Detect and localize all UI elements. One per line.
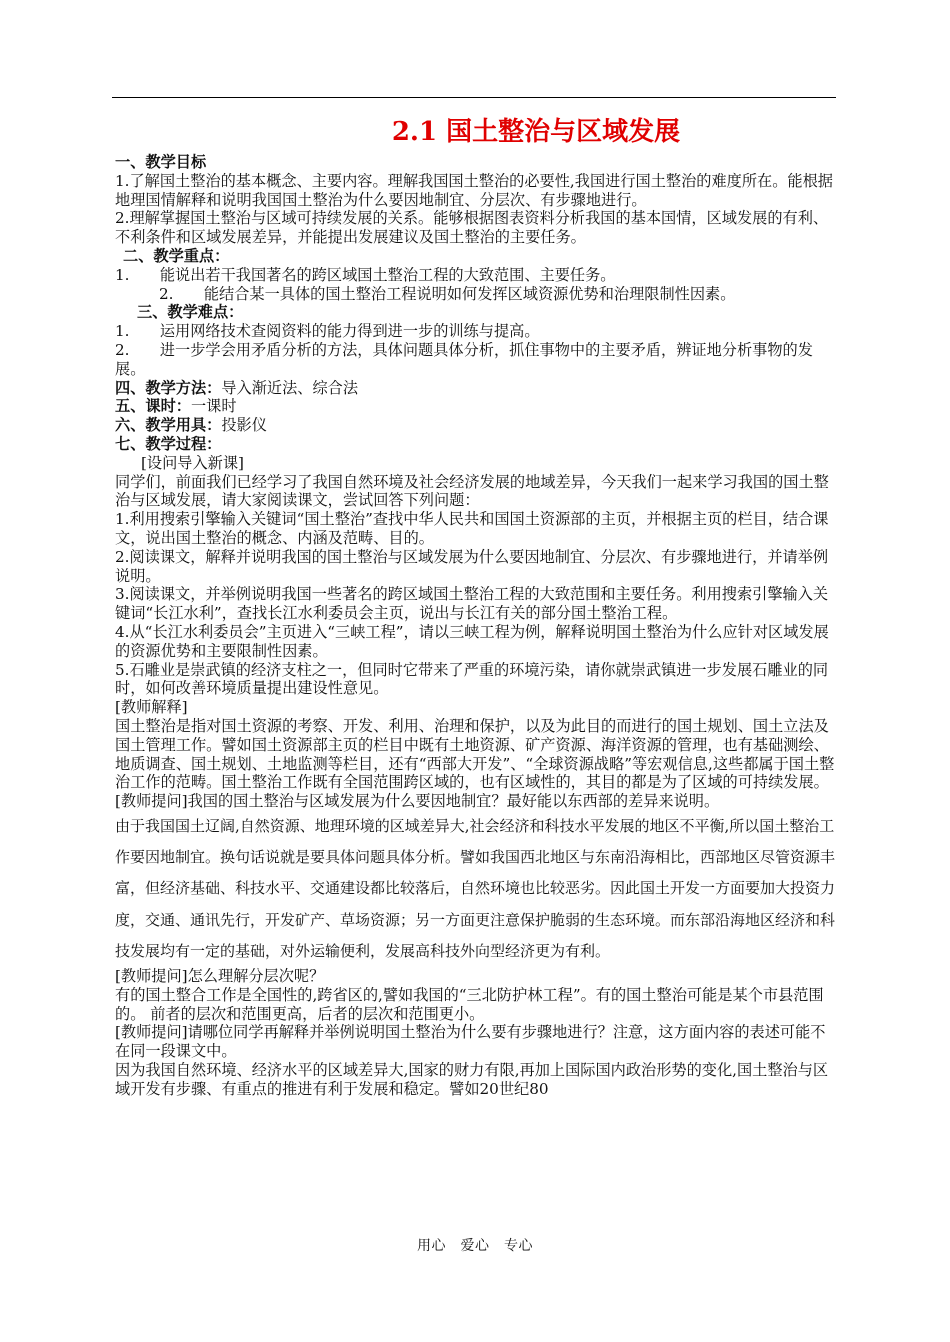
paragraph: [115, 341, 837, 379]
section-label: 五、课时：: [115, 397, 191, 416]
paragraph: [115, 322, 837, 341]
paragraph-text: 投影仪: [221, 416, 267, 435]
paragraph-text: [教师提问]怎么理解分层次呢？: [115, 966, 325, 985]
paragraph-text: 国土整治是指对国土资源的考察、开发、利用、治理和保护，以及为此目的而进行的国土规划、国土立法及国土管理工作。譬如国土资源部主页的栏目中既有土地资源、矿产资源、海洋资源的管理，也有基础测绘、地质调查、国土规划、土地监测等栏目，还有“西部大开发”、“全球资源战略”等宏观信息,这些都属于国土整治工作的范畴。国土整治工作既有全国范围跨区域的，也有区域性的，其目的都是为了区域的可持续发展。: [115, 716, 835, 792]
paragraph-text: 2.理解掌握国土整治与区域可持续发展的关系。能够根据图表资料分析我国的基本国情，区域发展的有利、不利条件和区域发展差异，并能提出发展建议及国土整治的主要任务。: [115, 209, 829, 247]
paragraph: [115, 379, 837, 398]
paragraph: [115, 986, 837, 1024]
paragraph-text: 二、教学重点：: [123, 246, 230, 265]
paragraph: [115, 473, 837, 511]
paragraph-text: 因为我国自然环境、经济水平的区域差异大,国家的财力有限,再加上国际国内政治形势的变化,国土整治与区域开发有步骤、有重点的推进有利于发展和稳定。譬如20世纪80: [115, 1060, 829, 1098]
paragraph: [115, 266, 837, 285]
paragraph: [115, 172, 837, 210]
paragraph: [115, 153, 837, 172]
paragraph: [115, 454, 837, 473]
paragraph: [115, 698, 837, 717]
paragraph: [115, 303, 837, 322]
header-rule: [112, 97, 836, 98]
document-body: [115, 113, 837, 1098]
paragraph-text: 三、教学难点：: [137, 303, 244, 322]
paragraph-text: 2.阅读课文，解释并说明我国的国土整治与区域发展为什么要因地制宜、分层次、有步骤地进行，并请举例说明。: [115, 547, 829, 585]
paragraph: [115, 209, 837, 247]
paragraph: [115, 285, 837, 304]
section-label: 六、教学用具：: [115, 416, 222, 435]
paragraph: [115, 435, 837, 454]
paragraph: [115, 247, 837, 266]
paragraph: [115, 811, 837, 967]
paragraph-text: [设问导入新课]: [141, 453, 244, 472]
paragraph-text: 1.利用搜索引擎输入关键词“国土整治”查找中华人民共和国国土资源部的主页，并根据主页的栏目，结合课文，说出国土整治的概念、内涵及范畴、目的。: [115, 510, 829, 547]
paragraph-text: 4.从“长江水利委员会”主页进入“三峡工程”，请以三峡工程为例，解释说明国土整治为什么应针对区域发展的资源优势和主要限制性因素。: [115, 622, 829, 660]
paragraph: [115, 1061, 837, 1099]
document-lines: [115, 153, 837, 1098]
paragraph-text: 3.阅读课文，并举例说明我国一些著名的跨区域国土整治工程的大致范围和主要任务。利用搜索引擎输入关键词“长江水利”，查找长江水利委员会主页，说出与长江有关的部分国土整治工程。: [115, 585, 829, 623]
paragraph-text: 一课时: [190, 397, 237, 416]
paragraph-text: 一、教学目标: [115, 153, 207, 171]
paragraph: [115, 661, 837, 699]
paragraph-text: 有的国土整合工作是全国性的,跨省区的,譬如我国的“三北防护林工程”。有的国土整治可能是某个市县范围的。 前者的层次和范围更高，后者的层次和范围更小。: [115, 985, 824, 1023]
paragraph: [115, 792, 837, 811]
paragraph: [115, 548, 837, 586]
paragraph-text: [教师提问]请哪位同学再解释并举例说明国土整治为什么要有步骤地进行？注意，这方面内容的表述可能不在同一段课文中。: [115, 1023, 826, 1061]
section-label: 四、教学方法：: [115, 378, 222, 397]
paragraph: [115, 967, 837, 986]
paragraph-text: 5.石雕业是崇武镇的经济支柱之一，但同时它带来了严重的环境污染，请你就崇武镇进一步发展石雕业的同时，如何改善环境质量提出建设性意见。: [115, 660, 829, 698]
paragraph: [115, 416, 837, 435]
paragraph: [115, 510, 837, 548]
paragraph-text: 1.了解国土整治的基本概念、主要内容。理解我国国土整治的必要性,我国进行国土整治的难度所在。能根据地理国情解释和说明我国国土整治为什么要因地制宜、分层次、有步骤地进行。: [115, 171, 833, 209]
paragraph-text: 导入渐近法、综合法: [221, 378, 358, 397]
paragraph-text: 七、教学过程：: [115, 434, 222, 453]
paragraph-text: 1. 运用网络技术查阅资料的能力得到进一步的训练与提高。: [115, 322, 540, 341]
paragraph: [115, 717, 837, 792]
paragraph-text: 2. 能结合某一具体的国土整治工程说明如何发挥区域资源优势和治理限制性因素。: [159, 284, 736, 303]
paragraph: [115, 397, 837, 416]
paragraph-text: [教师解释]: [115, 698, 188, 717]
page-footer: 用心 爱心 专心: [417, 1238, 533, 1254]
paragraph: [115, 585, 837, 623]
paragraph-text: 同学们，前面我们已经学习了我国自然环境及社会经济发展的地域差异，今天我们一起来学习我国的国土整治与区域发展，请大家阅读课文，尝试回答下列问题：: [115, 472, 829, 510]
paragraph: [115, 623, 837, 661]
document-title: 2.1 国土整治与区域发展: [391, 117, 681, 147]
paragraph: [115, 1023, 837, 1061]
paragraph-text: 2. 进一步学会用矛盾分析的方法，具体问题具体分析，抓住事物中的主要矛盾，辨证地分析事物的发展。: [115, 340, 813, 378]
paragraph-text: 由于我国国土辽阔,自然资源、地理环境的区域差异大,社会经济和科技水平发展的地区不平衡,所以国土整治工作要因地制宜。换句话说就是要具体问题具体分析。譬如我国西北地区与东南沿海相比，西部地区尽管资源丰富，但经济基础、科技水平、交通建设都比较落后，自然环境也比较恶劣。因此国土开发一方面要加大投资力度，交通、通讯先行，开发矿产、草场资源；另一方面更注意保护脆弱的生态环境。而东部沿海地区经济和科技发展均有一定的基础，对外运输便利，发展高科技外向型经济更为有利。: [115, 816, 836, 960]
paragraph-text: [教师提问]我国的国土整治与区域发展为什么要因地制宜？最好能以东西部的差异来说明。: [115, 792, 720, 811]
paragraph-text: 1. 能说出若干我国著名的跨区域国土整治工程的大致范围、主要任务。: [115, 265, 616, 284]
